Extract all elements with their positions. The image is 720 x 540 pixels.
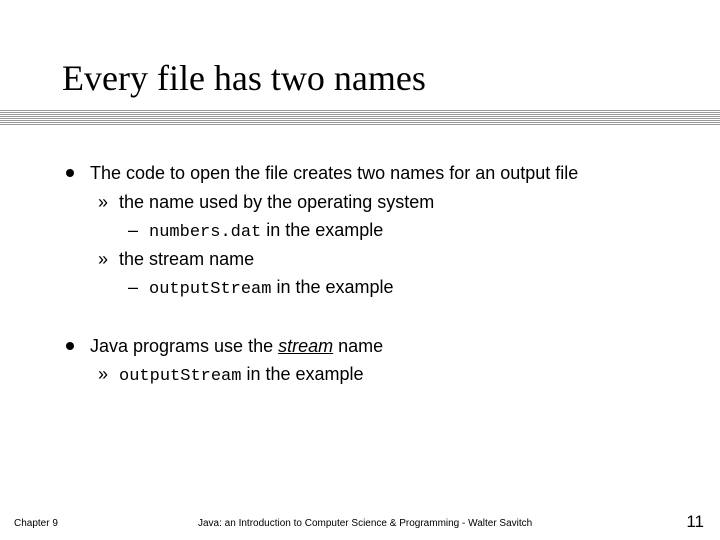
sub-bullet-1-2 — [98, 249, 254, 269]
sub-sub-bullet-1-2-1 — [128, 277, 394, 300]
footer-chapter: Chapter 9 — [14, 518, 58, 529]
sub-bullet-2-1 — [98, 364, 364, 387]
sub-bullet-1-1 — [98, 192, 434, 212]
sub-bullet-marker: » — [98, 249, 109, 269]
code-output-stream: outputStream — [119, 367, 242, 386]
sub-bullet-marker: » — [98, 192, 109, 212]
footer-book-title: Java: an Introduction to Computer Science & Programming - Walter Savitch — [198, 518, 533, 529]
sub-bullet-1-1-text: the name used by the operating system — [119, 192, 435, 212]
bullet-dot — [66, 169, 74, 177]
dash-marker: – — [128, 220, 139, 240]
sub-sub-bullet-1-1-1 — [128, 220, 383, 243]
bullet-2-text-before: Java programs use the — [90, 336, 279, 356]
page-number: 11 — [686, 512, 704, 531]
emphasis-stream: stream — [278, 336, 334, 356]
bullet-2-text — [90, 336, 383, 356]
sub-bullet-2-1-text: in the example — [241, 364, 364, 384]
sub-sub-bullet-1-2-1-text: in the example — [271, 277, 394, 297]
bullet-2-text-after: name — [333, 336, 384, 356]
dash-marker: – — [128, 277, 139, 297]
bullet-1-text: The code to open the file creates two names for an output file — [90, 163, 579, 183]
code-numbers-dat: numbers.dat — [149, 223, 262, 242]
sub-bullet-1-2-text: the stream name — [119, 249, 255, 269]
code-output-stream: outputStream — [149, 280, 272, 299]
sub-sub-bullet-1-1-1-text: in the example — [261, 220, 384, 240]
sub-bullet-marker: » — [98, 364, 109, 384]
slide-title: Every file has two names — [62, 58, 426, 98]
bullet-dot — [66, 342, 74, 350]
title-divider — [0, 110, 720, 126]
